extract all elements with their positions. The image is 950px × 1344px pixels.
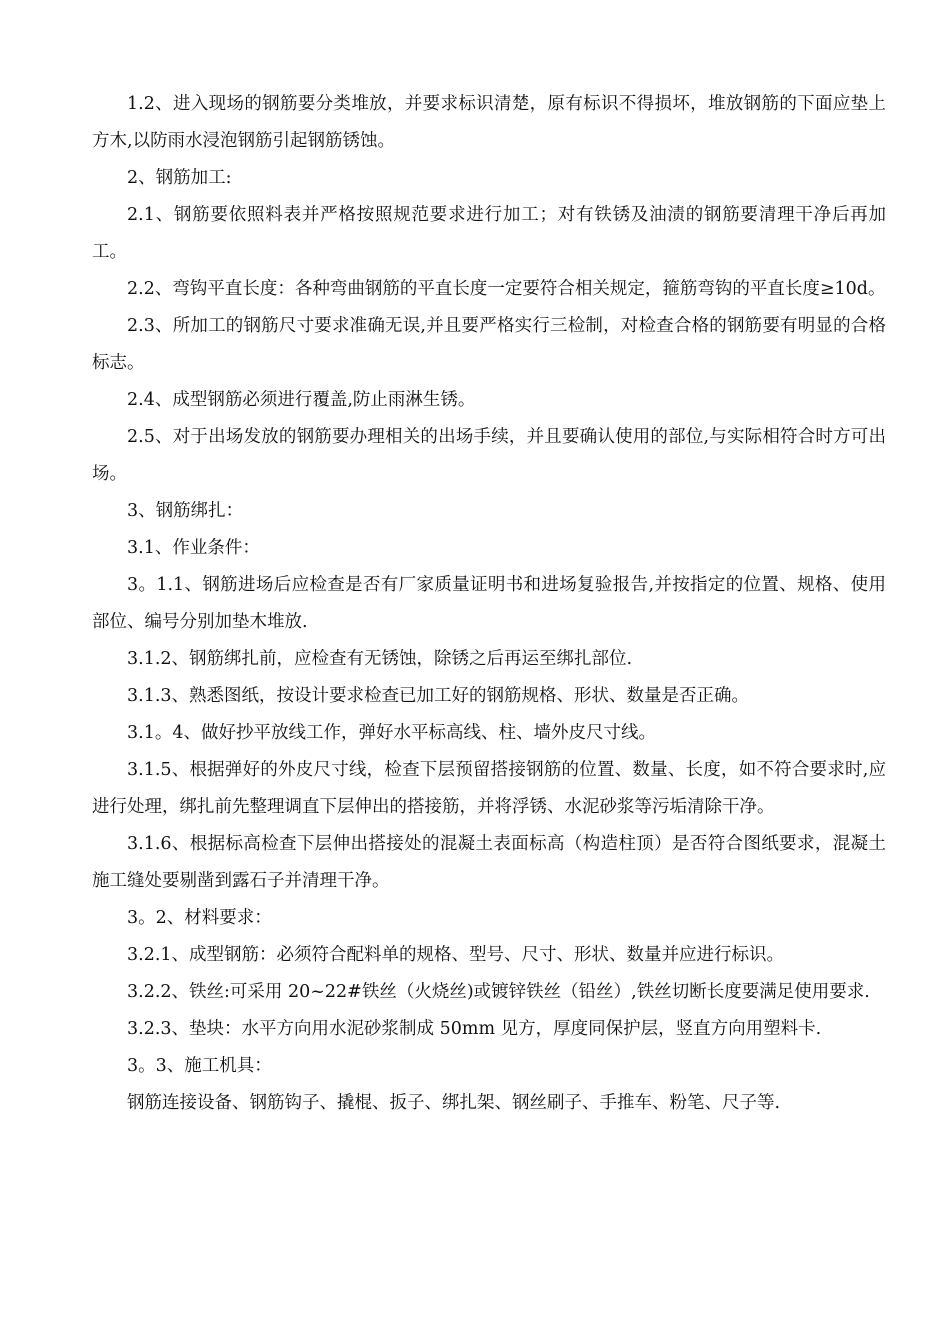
- paragraph-2-2: 2.2、弯钩平直长度：各种弯曲钢筋的平直长度一定要符合相关规定，箍筋弯钩的平直长度≥10d。: [127, 279, 886, 299]
- heading-3-1-work-conditions: 3.1、作业条件：: [127, 538, 260, 558]
- paragraph-1-2-rebar-storage: 1.2、进入现场的钢筋要分类堆放，并要求标识清楚，原有标识不得损坏，堆放钢筋的下面应垫上方木,以防雨水浸泡钢筋引起钢筋锈蚀。: [92, 94, 886, 151]
- heading-3-3-construction-tools: 3。3、施工机具：: [127, 1056, 272, 1076]
- heading-3-rebar-binding: 3、钢筋绑扎：: [127, 501, 244, 521]
- paragraph-3-1-5: 3.1.5、根据弹好的外皮尺寸线，检查下层预留搭接钢筋的位置、数量、长度，如不符合要求时,应进行处理，绑扎前先整理调直下层伸出的搭接筋，并将浮锈、水泥砂浆等污垢清除干净。: [92, 760, 886, 817]
- paragraph-3-2-3: 3.2.3、垫块：水平方向用水泥砂浆制成 50mm 见方，厚度同保护层，竖直方向用塑料卡.: [127, 1019, 822, 1039]
- paragraph-tools-list: 钢筋连接设备、钢筋钩子、撬棍、扳子、绑扎架、钢丝刷子、手推车、粉笔、尺子等.: [127, 1093, 781, 1113]
- paragraph-3-1-4: 3.1。4、做好抄平放线工作，弹好水平标高线、柱、墙外皮尺寸线。: [127, 723, 656, 743]
- paragraph-2-5: 2.5、对于出场发放的钢筋要办理相关的出场手续，并且要确认使用的部位,与实际相符合时方可出场。: [92, 427, 886, 484]
- heading-2-rebar-processing: 2、钢筋加工:: [127, 168, 232, 188]
- paragraph-3-2-2: 3.2.2、铁丝:可采用 20~22#铁丝（火烧丝)或镀锌铁丝（铅丝）,铁丝切断长度要满足使用要求.: [127, 982, 870, 1002]
- document-body: [92, 86, 886, 1122]
- paragraph-3-1-6: 3.1.6、根据标高检查下层伸出搭接处的混凝土表面标高（构造柱顶）是否符合图纸要求，混凝土施工缝处要剔凿到露石子并清理干净。: [92, 834, 886, 891]
- paragraph-2-1: 2.1、钢筋要依照料表并严格按照规范要求进行加工；对有铁锈及油渍的钢筋要清理干净后再加工。: [92, 205, 886, 262]
- paragraph-3-1-3: 3.1.3、熟悉图纸，按设计要求检查已加工好的钢筋规格、形状、数量是否正确。: [127, 686, 750, 706]
- heading-3-2-material-requirements: 3。2、材料要求：: [127, 908, 272, 928]
- paragraph-3-1-2: 3.1.2、钢筋绑扎前，应检查有无锈蚀，除锈之后再运至绑扎部位.: [127, 649, 633, 669]
- paragraph-2-3: 2.3、所加工的钢筋尺寸要求准确无误,并且要严格实行三检制，对检查合格的钢筋要有明显的合格标志。: [92, 316, 886, 373]
- paragraph-2-4: 2.4、成型钢筋必须进行覆盖,防止雨淋生锈。: [127, 390, 476, 410]
- paragraph-3-1-1: 3。1.1、钢筋进场后应检查是否有厂家质量证明书和进场复验报告,并按指定的位置、规格、使用部位、编号分别加垫木堆放.: [92, 575, 886, 632]
- paragraph-3-2-1: 3.2.1、成型钢筋：必须符合配料单的规格、型号、尺寸、形状、数量并应进行标识。: [127, 945, 785, 965]
